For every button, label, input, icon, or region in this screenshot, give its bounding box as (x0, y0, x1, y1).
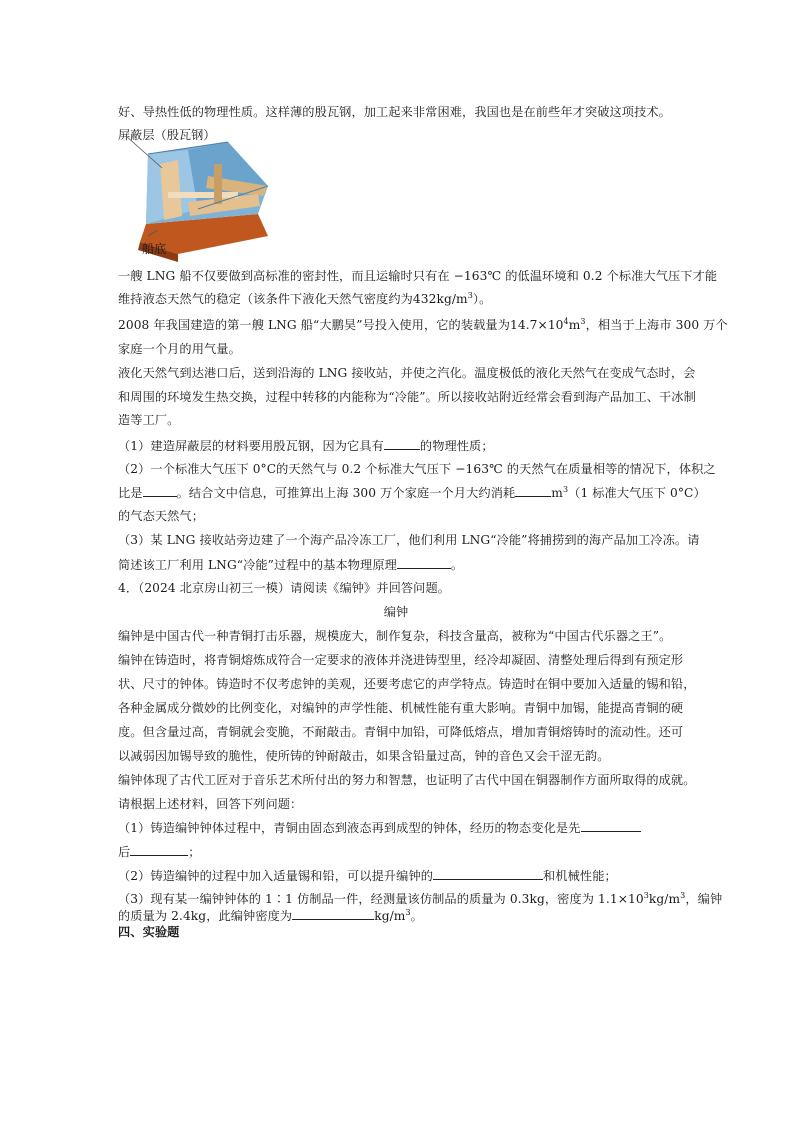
text-line: 编钟体现了古代工匠对于音乐艺术所付出的努力和智慧，也证明了古代中国在铜器制作方面所取得的成就。 (118, 773, 696, 787)
question-4-1: 后 ； (118, 845, 201, 859)
ship-hull-illustration (118, 124, 268, 264)
text-line: 编钟是中国古代一种青铜打击乐器，规模庞大，制作复杂，科技含量高，被称为“中国古代乐器之王”。 (118, 629, 672, 643)
question-3: （3）某 LNG 接收站旁边建了一个海产品冷冻工厂，他们利用 LNG“冷能”将捕捞到的海产品加工冷冻。请 (118, 533, 700, 547)
text-line: 2008 年我国建造的第一艘 LNG 船“大鹏昊”号投入使用，它的装载量为$14.7\times 10^4m^3$，相当于上海市 300 万个 (118, 316, 728, 332)
text-line: 维持液态天然气的稳定（该条件下液化天然气密度约为$432kg/m^3$）。 (118, 290, 492, 306)
text-line: 度。但含量过高，青铜就会变脆，不耐敲击。青铜中加铅，可降低熔点，增加青铜熔铸时的流动性。还可 (118, 725, 684, 739)
text-line: 好、导热性低的物理性质。这样薄的殷瓦钢，加工起来非常困难，我国也是在前些年才突破这项技术。 (118, 105, 671, 119)
text-line: 编钟在铸造时，将青铜熔炼成符合一定要求的液体并浇进铸型里，经冷却凝固、清整处理后得到有预定形 (118, 653, 684, 667)
answer-blank[interactable] (130, 843, 188, 856)
text-line: 和周围的环境发生热交换，过程中转移的内能称为“冷能”。所以接收站附近经常会看到海产品加工、干冰制 (118, 390, 696, 404)
text-line: 各种金属成分微妙的比例变化，对编钟的声学性能、机械性能有重大影响。青铜中加锡，能提高青铜的硬 (118, 701, 684, 715)
text-line: 家庭一个月的用气量。 (118, 342, 241, 356)
answer-blank[interactable] (433, 867, 543, 880)
figure-label-shield: 屏蔽层（殷瓦钢） (118, 128, 216, 142)
question-2: 的气态天然气； (118, 509, 205, 523)
question-2: （2）一个标准大气压下 0°C的天然气与 0.2 个标准大气压下 −163℃ 的天然气在质量相等的情况下，体积之 (118, 462, 716, 476)
question-2: 比是 。结合文中信息，可推算出上海 300 万个家庭一个月大约消耗 $m^3(1$ 标准大气压下 0°C） (118, 484, 706, 500)
question-4-1: （1）铸造编钟钟体过程中，青铜由固态到液态再到成型的钟体，经历的物态变化是先 (118, 819, 641, 836)
question-4-3: （3）现有某一编钟钟体的 1∶1 仿制品一件，经测量该仿制品的质量为 0.3kg，密度为 $1.1\times 10^3kg/m^3$，编钟 (118, 890, 723, 906)
answer-blank[interactable] (143, 484, 177, 497)
text-line: 以减弱因加锡导致的脆性，使所铸的钟耐敲击，如果含铅量过高，钟的音色又会干涩无韵。 (118, 749, 610, 763)
section-heading: 四、实验题 (118, 925, 180, 939)
lng-ship-figure (118, 124, 268, 264)
answer-blank[interactable] (515, 484, 551, 497)
text-line: 请根据上述材料，回答下列问题： (118, 797, 303, 811)
question-1: （1）建造屏蔽层的材料要用殷瓦钢，因为它具有 的物理性质； (118, 439, 494, 453)
answer-blank[interactable] (581, 819, 641, 832)
problem-4-heading: 4．（2024 北京房山初三一模）请阅读《编钟》并回答问题。 (118, 581, 451, 595)
question-3: 简述该工厂利用 LNG“冷能”过程中的基本物理原理 。 (118, 558, 464, 572)
question-4-2: （2）铸造编钟的过程中加入适量锡和铅，可以提升编钟的 和机械性能； (118, 869, 617, 883)
answer-blank[interactable] (292, 907, 374, 920)
answer-blank[interactable] (384, 437, 420, 450)
figure-label-bottom: 船底 (142, 242, 167, 256)
text-line: 液化天然气到达港口后，送到沿海的 LNG 接收站，并使之汽化。温度极低的液化天然气在变成气态时，会 (118, 366, 696, 380)
question-4-3: 的质量为 2.4kg，此编钟密度为 $kg/m^3$。 (118, 907, 423, 923)
text-line: 状、尺寸的钟体。铸造时不仅考虑钟的美观，还要考虑它的声学特点。铸造时在铜中要加入适量的锡和铅， (118, 677, 696, 691)
article-title: 编钟 (383, 605, 409, 619)
text-line: 一艘 LNG 船不仅要做到高标准的密封性，而且运输时只有在 −163℃ 的低温环境和 0.2 个标准大气压下才能 (118, 269, 718, 283)
text-line: 造等工厂。 (118, 413, 180, 427)
answer-blank[interactable] (397, 556, 451, 569)
